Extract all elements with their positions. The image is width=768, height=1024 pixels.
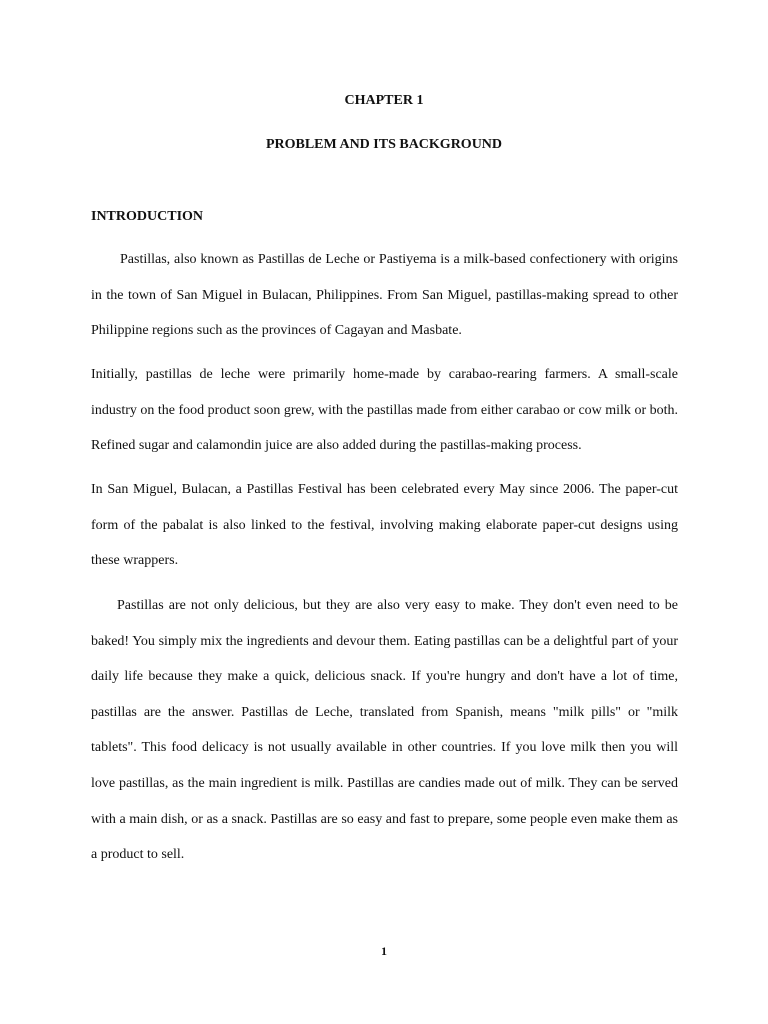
section-heading: INTRODUCTION <box>91 209 204 224</box>
paragraph-1: Pastillas, also known as Pastillas de Leche or Pastiyema is a milk-based confectionery with origins in the town of San Miguel in Bulacan, Philippines. From San Miguel, pastillas-making spread to other Philippine regions such as the provinces of Cagayan and Masbate. <box>91 252 678 339</box>
chapter-title: CHAPTER 1 <box>344 93 424 108</box>
paragraph-2: Initially, pastillas de leche were primarily home-made by carabao-rearing farmers. A small-scale industry on the food product soon grew, with the pastillas made from either carabao or cow milk or both. Refined sugar and calamondin juice are also added during the pastillas-making process. <box>91 367 678 454</box>
paragraph-3: In San Miguel, Bulacan, a Pastillas Festival has been celebrated every May since 2006. The paper-cut form of the pabalat is also linked to the festival, involving making elaborate paper-cut designs using these wrappers. <box>91 482 678 569</box>
paragraph-4: Pastillas are not only delicious, but they are also very easy to make. They don't even need to be baked! You simply mix the ingredients and devour them. Eating pastillas can be a delightful part of your daily life because they make a quick, delicious snack. If you're hungry and don't have a lot of time, pastillas are the answer. Pastillas de Leche, translated from Spanish, means "milk pills" or "milk tablets". This food delicacy is not usually available in other countries. If you love milk then you will love pastillas, as the main ingredient is milk. Pastillas are candies made out of milk. They can be served with a main dish, or as a snack. Pastillas are so easy and fast to prepare, some people even make them as a product to sell. <box>91 598 678 863</box>
page-number: 1 <box>381 944 387 958</box>
chapter-subtitle: PROBLEM AND ITS BACKGROUND <box>265 137 503 152</box>
